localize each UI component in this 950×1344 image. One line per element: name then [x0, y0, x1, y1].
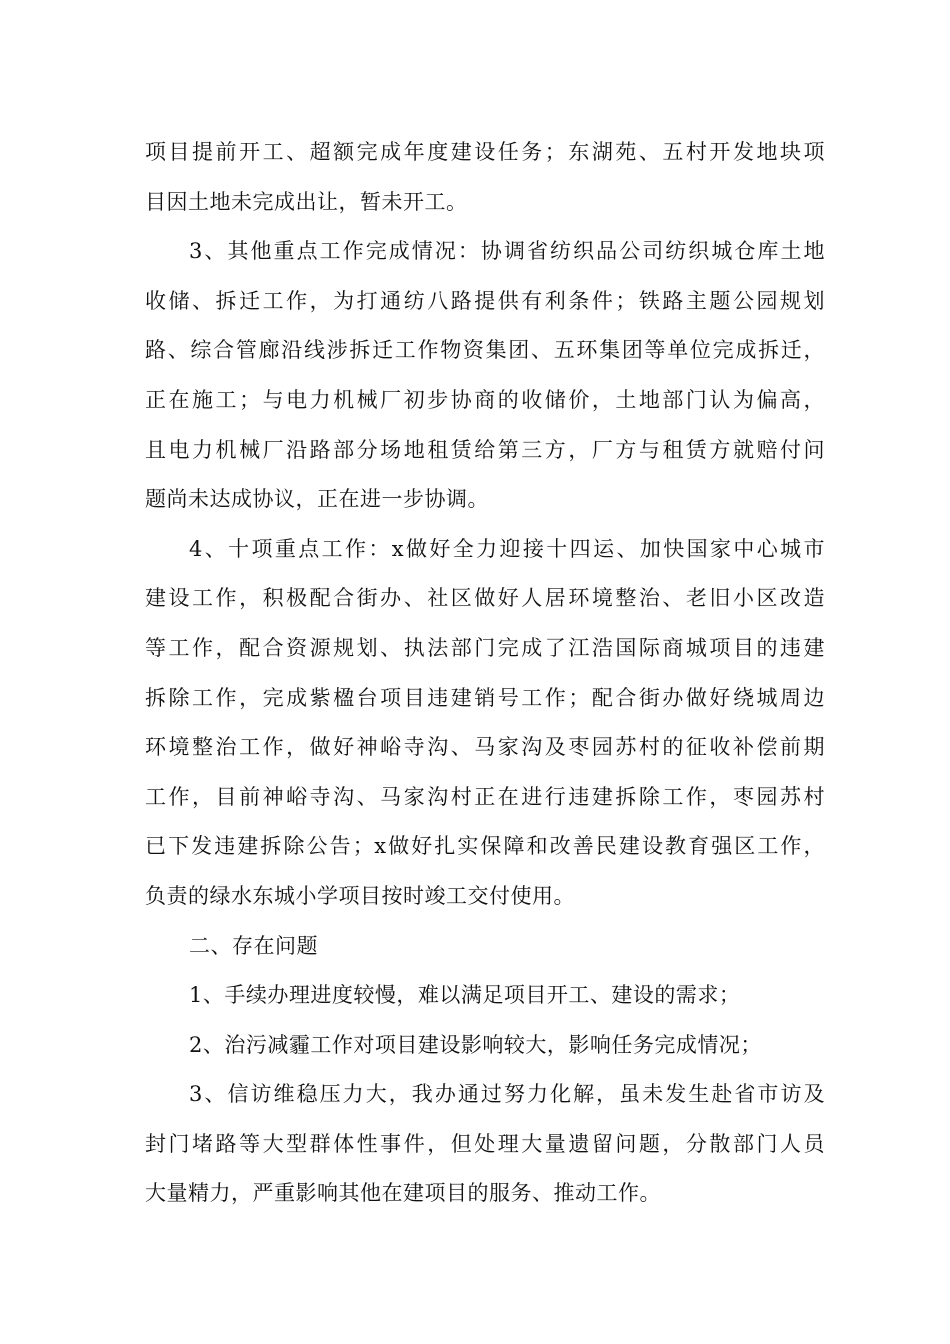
text-line: 收储、拆迁工作，为打通纺八路提供有利条件；铁路主题公园规划 — [145, 288, 825, 313]
text-line: 目因土地未完成出让，暂未开工。 — [145, 189, 468, 214]
text-line: 负责的绿水东城小学项目按时竣工交付使用。 — [145, 883, 575, 908]
document-body — [145, 128, 825, 1219]
text-line: 封门堵路等大型群体性事件，但处理大量遗留问题，分散部门人员 — [145, 1131, 825, 1156]
text-line: 环境整治工作，做好神峪寺沟、马家沟及枣园苏村的征收补偿前期 — [145, 735, 825, 760]
text-line: 拆除工作，完成紫楹台项目违建销号工作；配合街办做好绕城周边 — [145, 685, 825, 710]
text-line: 二、存在问题 — [189, 933, 318, 958]
text-line: 且电力机械厂沿路部分场地租赁给第三方，厂方与租赁方就赔付问 — [145, 437, 825, 462]
text-line: 1、手续办理进度较慢，难以满足项目开工、建设的需求； — [189, 983, 741, 1008]
text-line: 正在施工；与电力机械厂初步协商的收储价，土地部门认为偏高， — [145, 387, 825, 412]
text-line: 已下发违建拆除公告；x做好扎实保障和改善民建设教育强区工作， — [145, 834, 825, 859]
text-line: 工作，目前神峪寺沟、马家沟村正在进行违建拆除工作，枣园苏村 — [145, 784, 825, 809]
text-line: 项目提前开工、超额完成年度建设任务；东湖苑、五村开发地块项 — [145, 140, 825, 164]
text-line: 建设工作，积极配合街办、社区做好人居环境整治、老旧小区改造 — [145, 586, 825, 611]
text-line: 等工作，配合资源规划、执法部门完成了江浩国际商城项目的违建 — [145, 635, 825, 660]
text-line: 路、综合管廊沿线涉拆迁工作物资集团、五环集团等单位完成拆迁， — [145, 338, 825, 363]
text-line: 3、其他重点工作完成情况：协调省纺织品公司纺织城仓库土地 — [189, 239, 825, 264]
text-line: 题尚未达成协议，正在进一步协调。 — [145, 487, 489, 512]
text-line: 4、十项重点工作：x做好全力迎接十四运、加快国家中心城市 — [189, 536, 825, 561]
text-line: 大量精力，严重影响其他在建项目的服务、推动工作。 — [145, 1181, 661, 1206]
text-line: 2、治污减霾工作对项目建设影响较大，影响任务完成情况； — [189, 1032, 762, 1057]
text-line: 3、信访维稳压力大，我办通过努力化解，虽未发生赴省市访及 — [189, 1082, 825, 1107]
